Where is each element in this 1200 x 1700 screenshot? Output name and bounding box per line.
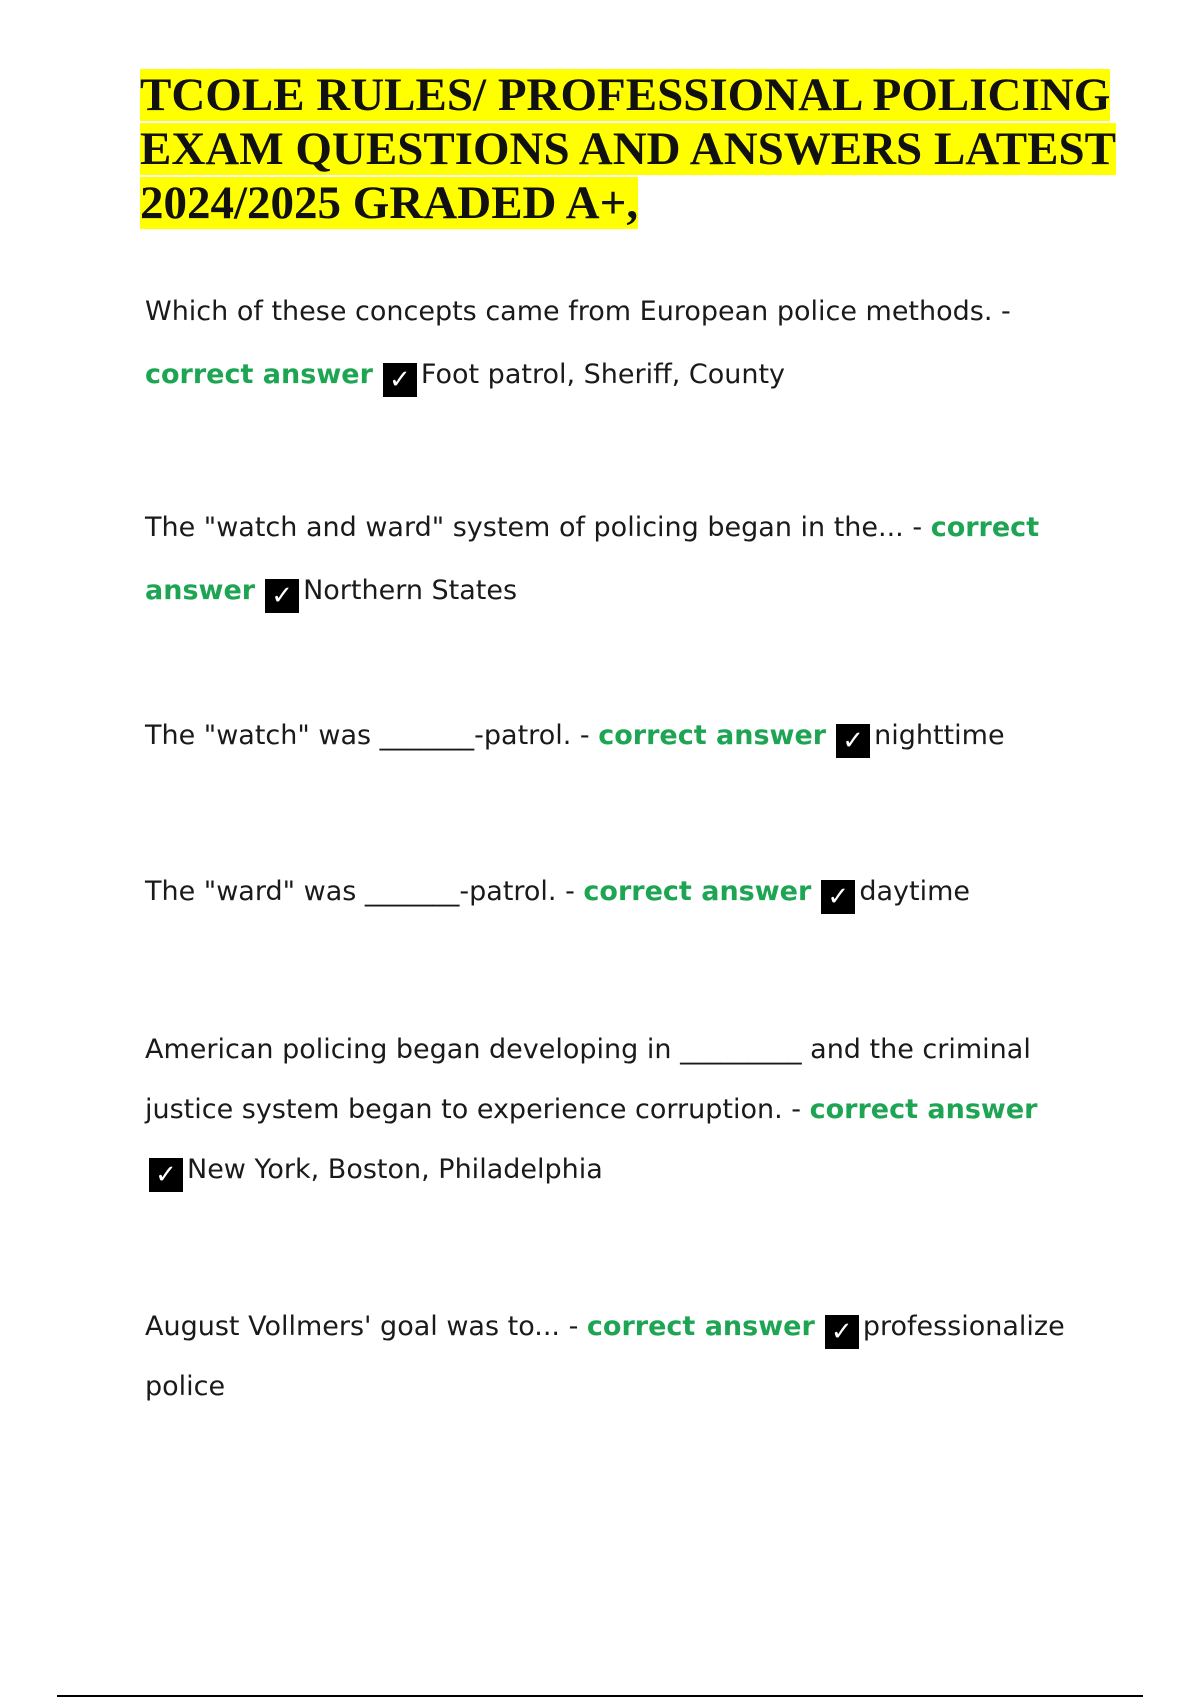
answer-text: daytime: [859, 876, 970, 907]
correct-answer-label: correct answer: [586, 1311, 815, 1342]
answer-text: nighttime: [874, 720, 1005, 751]
footer-rule: [57, 1695, 1143, 1697]
qa-item-2: [145, 496, 1075, 622]
correct-answer-label: correct answer: [145, 359, 373, 390]
correct-answer-label: correct answer: [598, 720, 827, 751]
document-title: [140, 68, 1140, 230]
correct-answer-label: correct answer: [145, 512, 1040, 606]
question-text: Which of these concepts came from European police methods. -: [145, 296, 1011, 327]
qa-item-5: [145, 1020, 1075, 1200]
question-text: August Vollmers' goal was to... -: [145, 1311, 587, 1342]
question-text: The "watch" was _______-patrol. -: [145, 720, 599, 751]
checkbox-checked-icon: ✓: [383, 363, 417, 397]
answer-text: Foot patrol, Sheriff, County: [420, 359, 786, 390]
correct-answer-label: correct answer: [583, 876, 812, 907]
checkbox-checked-icon: ✓: [265, 579, 299, 613]
answer-text: professionalize police: [145, 1311, 1065, 1402]
question-text: American policing began developing in _________ and the criminal justice system began to experience corruption. -: [145, 1034, 1031, 1125]
qa-item-3: [145, 711, 1075, 761]
checkbox-checked-icon: ✓: [149, 1158, 183, 1192]
qa-item-1: [145, 280, 1075, 406]
checkbox-checked-icon: ✓: [821, 880, 855, 914]
answer-text: New York, Boston, Philadelphia: [187, 1154, 603, 1185]
document-title-text: TCOLE RULES/ PROFESSIONAL POLICING EXAM QUESTIONS AND ANSWERS LATEST 2024/2025 GRADED A+,: [140, 69, 1116, 229]
question-text: The "watch and ward" system of policing began in the... -: [145, 512, 931, 543]
checkbox-checked-icon: ✓: [825, 1315, 859, 1349]
qa-item-6: [145, 1297, 1075, 1417]
qa-item-4: [145, 867, 1075, 917]
correct-answer-label: correct answer: [809, 1094, 1038, 1125]
checkbox-checked-icon: ✓: [836, 724, 870, 758]
question-text: The "ward" was _______-patrol. -: [145, 876, 584, 907]
answer-text: Northern States: [303, 575, 518, 606]
